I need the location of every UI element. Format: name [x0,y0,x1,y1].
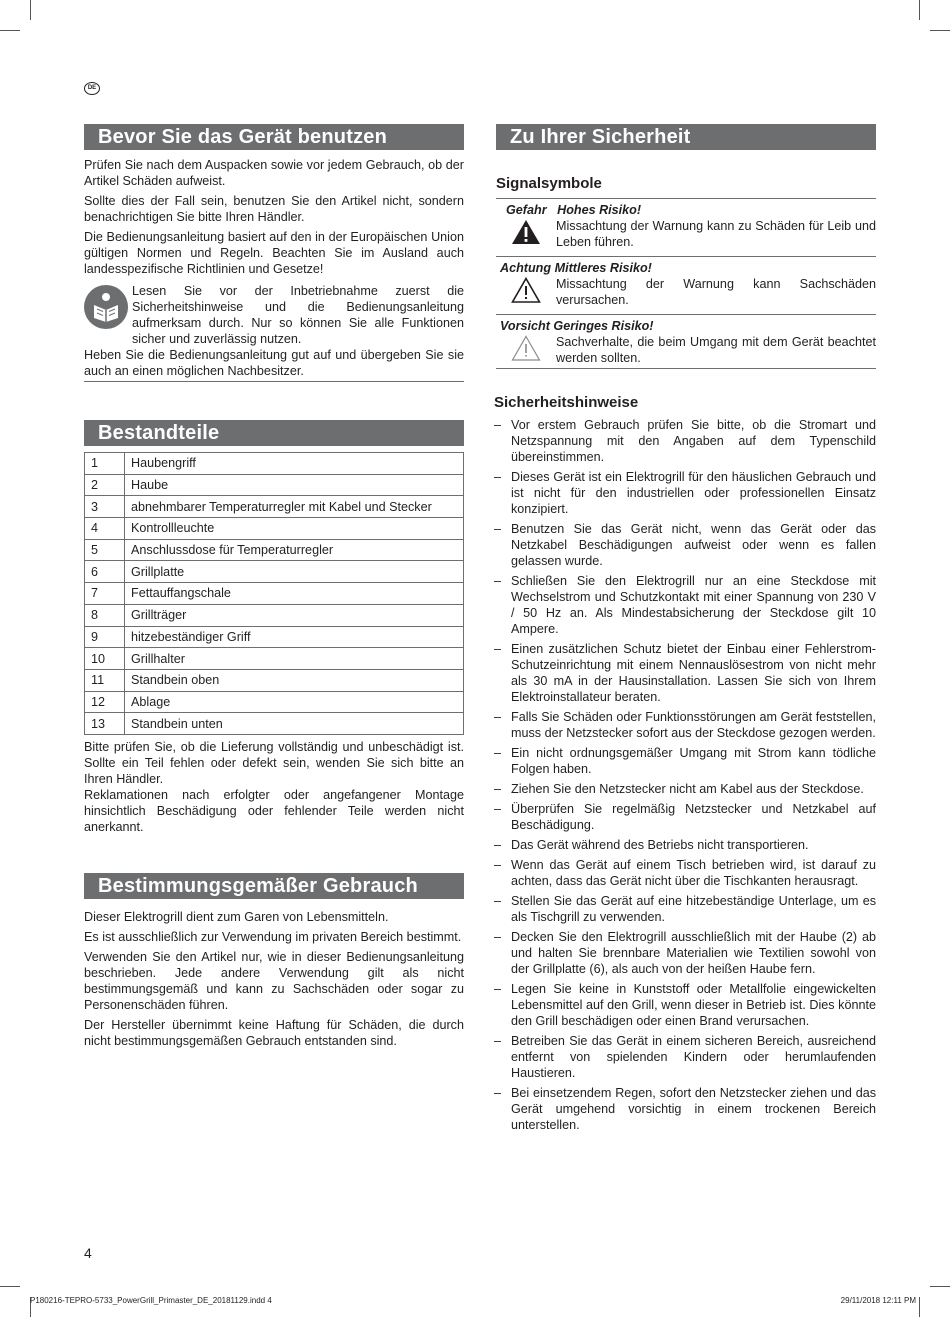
safety-note: – Wenn das Gerät auf einem Tisch betrieben wird, ist darauf zu achten, dass das Gerät nicht über die Tischkanten herausragt. [494,857,876,889]
parts-row [85,648,464,670]
part-label: Standbein unten [125,713,464,735]
footer-filename: P180216-TEPRO-5733_PowerGrill_Primaster_DE_20181129.indd 4 [30,1296,272,1305]
part-number: 10 [85,648,125,670]
signal-word: Achtung [500,261,552,275]
safety-notes-heading: Sicherheitshinweise [494,394,639,411]
section-title-parts: Bestandteile [84,420,464,446]
safety-note: – Legen Sie keine in Kunststoff oder Metallfolie eingewickelten Lebensmittel auf den Grill, wenn dieser in Betrieb ist. Dies könnte den Grill beschädigen oder einen Brand verursachen. [494,981,876,1029]
section-title-safety: Zu Ihrer Sicherheit [496,124,876,150]
safety-note: – Vor erstem Gebrauch prüfen Sie bitte, ob die Stromart und Netzspannung mit den Angaben auf dem Typenschild übereinstimmen. [494,417,876,465]
parts-row [85,626,464,648]
safety-note: – Ein nicht ordnungsgemäßer Umgang mit Strom kann tödliche Folgen haben. [494,745,876,777]
part-number: 11 [85,669,125,691]
part-label: Standbein oben [125,669,464,691]
paragraph: Verwenden Sie den Artikel nur, wie in dieser Bedienungsanleitung beschrieben. Jede andere Verwendung gilt als nicht bestimmungsgemäß und kann zu Sachschäden oder sogar zu Personenschäden führen. [84,949,464,1012]
part-label: Grillhalter [125,648,464,670]
part-number: 1 [85,453,125,475]
part-number: 8 [85,604,125,626]
parts-row [85,474,464,496]
paragraph: Der Hersteller übernimmt keine Haftung für Schäden, die durch nicht bestimmungsgemäßen Gebrauch entstanden sind. [84,1017,464,1048]
signal-text: Missachtung der Warnung kann zu Schäden für Leib und Leben führen. [556,219,876,249]
read-manual-note [84,283,464,347]
signal-word: Vorsicht [500,319,550,333]
signal-level: Mittleres Risiko! [554,261,652,275]
safety-note: – Betreiben Sie das Gerät in einem sicheren Bereich, ausreichend entfernt von spielenden Kindern oder herumlaufenden Haustieren. [494,1033,876,1081]
paragraph: Prüfen Sie nach dem Auspacken sowie vor jedem Gebrauch, ob der Artikel Schäden aufweist. [84,158,464,188]
crop-mark [0,1286,20,1287]
parts-table [84,452,464,735]
safety-note: – Ziehen Sie den Netzstecker nicht am Kabel aus der Steckdose. [494,781,876,797]
right-column [496,124,876,1137]
crop-mark [919,1297,920,1317]
warning-triangle-icon [496,276,556,310]
safety-note: – Schließen Sie den Elektrogrill nur an eine Steckdose mit Wechselstrom und Schutzkontakt mit einer Spannung von 230 V / 50 Hz an. Als Mindestabsicherung der Steckdose gilt 10 Ampere. [494,573,876,637]
parts-row [85,496,464,518]
safety-note: – Benutzen Sie das Gerät nicht, wenn das Gerät oder das Netzkabel Beschädigungen aufweist oder wenn es fallen gelassen wurde. [494,521,876,569]
section-title-before-use: Bevor Sie das Gerät benutzen [84,124,464,150]
safety-note: – Dieses Gerät ist ein Elektrogrill für den häuslichen Gebrauch und ist nicht für den industriellen oder professionellen Einsatz konzipiert. [494,469,876,517]
part-label: Kontrollleuchte [125,518,464,540]
parts-row [85,453,464,475]
danger-triangle-icon [496,218,556,252]
safety-notes-list [494,417,876,1133]
paragraph: Dieser Elektrogrill dient zum Garen von Lebensmitteln. [84,909,389,924]
parts-row [85,539,464,561]
crop-mark [0,30,20,31]
caution-triangle-icon [496,334,556,368]
safety-note: – Bei einsetzendem Regen, sofort den Netzstecker ziehen und das Gerät umgehend vorsichtig in einem trockenen Bereich unterstellen. [494,1085,876,1133]
paragraph: Die Bedienungsanleitung basiert auf den in der Europäischen Union gültigen Normen und Regeln. Beachten Sie im Ausland auch landesspezifische Richtlinien und Gesetze! [84,230,464,276]
parts-row [85,691,464,713]
read-manual-icon [84,285,128,329]
paragraph: Bitte prüfen Sie, ob die Lieferung vollständig und unbeschädigt ist. Sollte ein Teil fehlen oder defekt sein, wenden Sie sich bitte an Ihren Händler. [84,739,464,786]
footer-date: 29/11/2018 12:11 PM [840,1296,916,1305]
parts-row [85,604,464,626]
signal-caution [496,314,876,369]
parts-row [85,561,464,583]
crop-mark [930,1286,950,1287]
crop-mark [919,0,920,20]
signal-level: Hohes Risiko! [557,203,642,217]
part-label: hitzebeständiger Griff [125,626,464,648]
part-label: Haubengriff [125,453,464,475]
part-label: Fettauffangschale [125,583,464,605]
parts-row [85,583,464,605]
signal-text: Sachverhalte, die beim Umgang mit dem Gerät beachtet werden sollten. [556,335,876,365]
signal-word: Gefahr [506,203,547,217]
part-number: 3 [85,496,125,518]
signal-danger [496,198,876,252]
safety-note: – Einen zusätzlichen Schutz bietet der Einbau einer Fehlerstrom-Schutzeinrichtung mit einem Nennauslösestrom von nicht mehr als 30 mA in der Hausinstallation. Lassen Sie sich von Ihrem Elektroinstallateur beraten. [494,641,876,705]
parts-row [85,669,464,691]
part-number: 7 [85,583,125,605]
part-label: Anschlussdose für Temperaturregler [125,539,464,561]
part-label: Haube [125,474,464,496]
part-number: 13 [85,713,125,735]
signal-text: Missachtung der Warnung kann Sachschäden verursachen. [556,277,876,307]
part-number: 4 [85,518,125,540]
crop-mark [30,0,31,20]
safety-note: – Decken Sie den Elektrogrill ausschließlich mit der Haube (2) ab und halten Sie brennbare Materialien wie Textilien sowohl von der Grillplatte (6), als auch von der heißen Haube fern. [494,929,876,977]
page-number: 4 [84,1245,92,1261]
signal-symbols-heading: Signalsymbole [496,175,602,192]
parts-row [85,713,464,735]
section-title-intended-use: Bestimmungsgemäßer Gebrauch [84,873,464,899]
part-number: 2 [85,474,125,496]
safety-note: – Überprüfen Sie regelmäßig Netzstecker und Netzkabel auf Beschädigung. [494,801,876,833]
language-badge: DE [84,82,100,95]
safety-note: – Das Gerät während des Betriebs nicht transportieren. [494,837,876,853]
safety-note: – Stellen Sie das Gerät auf eine hitzebeständige Unterlage, um es als Tischgrill zu verwenden. [494,893,876,925]
keep-manual-text: Heben Sie die Bedienungsanleitung gut auf und übergeben Sie sie auch an einen möglichen Nachbesitzer. [84,347,464,382]
paragraph: Es ist ausschließlich zur Verwendung im privaten Bereich bestimmt. [84,929,462,944]
part-number: 5 [85,539,125,561]
read-manual-text: Lesen Sie vor der Inbetriebnahme zuerst die Sicherheitshinweise und die Bedienungsanleitung aufmerksam durch. Nur so können Sie alle Funktionen sicher und zuverlässig nutzen. [132,284,464,346]
part-number: 6 [85,561,125,583]
signal-warning [496,256,876,310]
crop-mark [930,30,950,31]
safety-note: – Falls Sie Schäden oder Funktionsstörungen am Gerät feststellen, muss der Netzstecker sofort aus der Steckdose gezogen werden. [494,709,876,741]
part-label: Grillträger [125,604,464,626]
part-number: 12 [85,691,125,713]
signal-level: Geringes Risiko! [553,319,654,333]
left-column [84,124,464,1049]
paragraph: Sollte dies der Fall sein, benutzen Sie den Artikel nicht, sondern benachrichtigen Sie bitte Ihren Händler. [84,194,464,224]
part-label: Ablage [125,691,464,713]
parts-row [85,518,464,540]
part-label: abnehmbarer Temperaturregler mit Kabel und Stecker [125,496,464,518]
paragraph: Reklamationen nach erfolgter oder angefangener Montage hinsichtlich Beschädigung oder fehlender Teile werden nicht anerkannt. [84,787,464,834]
part-number: 9 [85,626,125,648]
part-label: Grillplatte [125,561,464,583]
